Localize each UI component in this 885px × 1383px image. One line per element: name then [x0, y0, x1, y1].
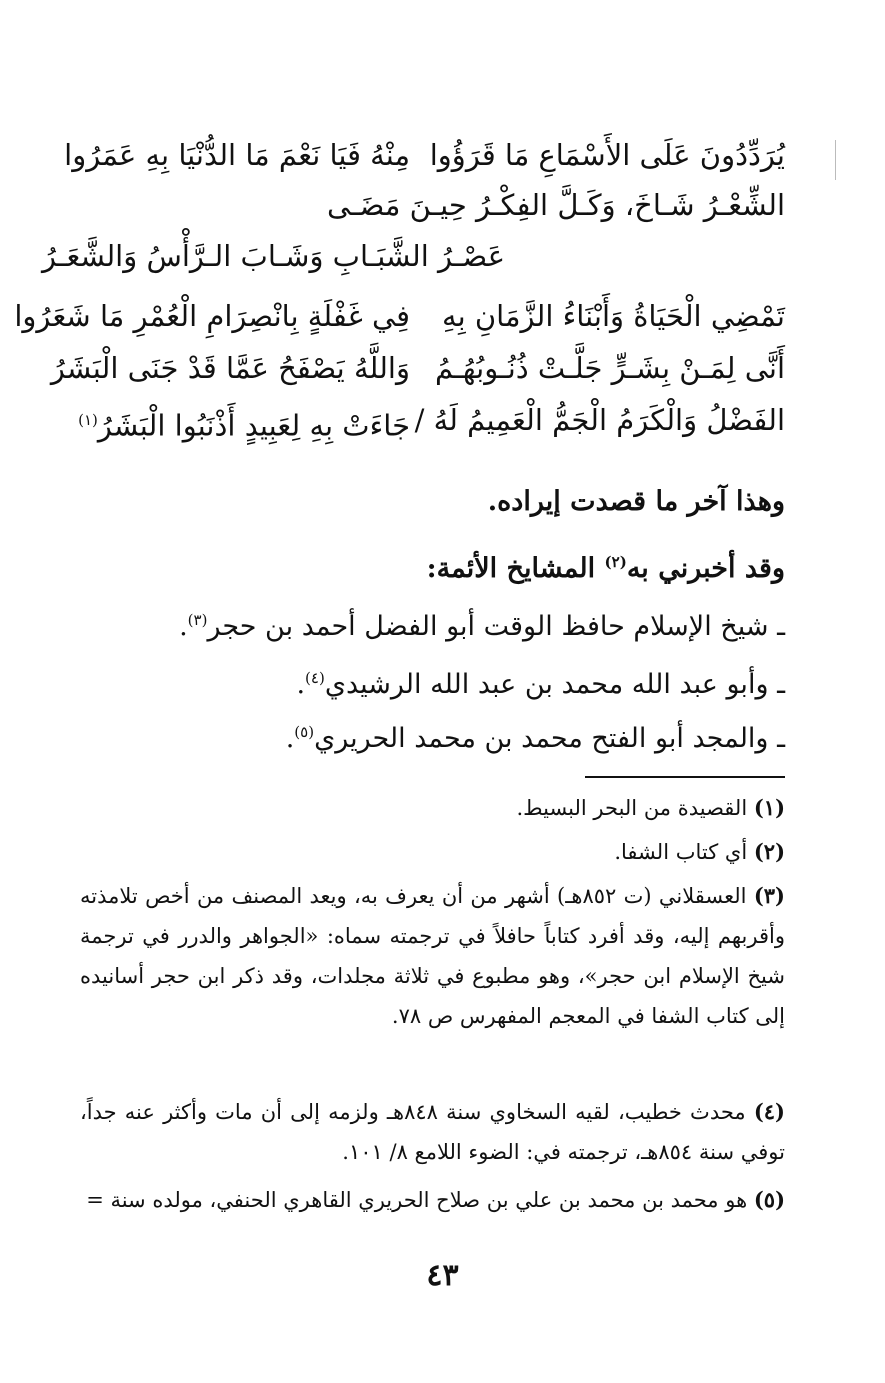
footnote-number: (٥) — [753, 1187, 785, 1212]
informed-rest: المشايخ الأئمة: — [426, 553, 596, 584]
item-end: . — [296, 669, 306, 700]
footnote-text: العسقلاني (ت ٨٥٢هـ) أشهر من أن يعرف به، ويعد المصنف من أخص تلامذته وأقربهم إليه، وقد أفرد كتاباً حافلاً في ترجمته سماه: «الجواهر والدرر في ترجمة شيخ الإسلام ابن حجر»، وهو مطبوع في ثلاثة مجلدات، وقد ذكر ابن حجر أسانيده إلى كتاب الشفا في المعجم المفهرس ص ٧٨. — [80, 884, 785, 1028]
footnote-2 — [80, 832, 785, 872]
poem-line-1-right: يُرَدِّدُونَ عَلَى الأَسْمَاعِ مَا قَرَؤُوا — [429, 138, 785, 172]
footnote-ref-3[interactable]: (٣) — [187, 611, 208, 629]
informed-text: وقد أخبرني به — [626, 553, 785, 584]
poem-line-3: عَصْـرُ الشَّبَـابِ وَشَـابَ الـرَّأْسُ وَالشَّعَـرُ — [41, 239, 505, 273]
margin-mark — [835, 140, 840, 180]
list-item — [179, 600, 785, 647]
item-dash: ـ — [777, 669, 785, 700]
page-number: ٤٣ — [426, 1258, 459, 1293]
footnote-number: (٣) — [753, 883, 785, 908]
item-end: . — [179, 611, 188, 642]
poem-line-2: الشِّعْـرُ شَـاخَ، وَكَـلَّ الفِكْـرُ حِيـنَ مَضَـى — [327, 188, 785, 222]
poem-line-6-right: الفَضْلُ وَالْكَرَمُ الْجَمُّ الْعَمِيمُ لَهُ / — [414, 403, 785, 437]
footnote-text: القصيدة من البحر البسيط. — [516, 796, 748, 820]
footnote-separator — [585, 776, 785, 778]
list-item — [296, 658, 785, 705]
item-end: . — [285, 723, 295, 754]
informed-sentence — [427, 542, 785, 589]
footnote-number: (٤) — [753, 1099, 785, 1124]
poem-line-6-left — [80, 400, 410, 446]
footnote-ref-2[interactable]: (٢) — [604, 553, 627, 571]
footnote-text: محدث خطيب، لقيه السخاوي سنة ٨٤٨هـ ولزمه إلى أن مات وأكثر عنه جداً، توفي سنة ٨٥٤هـ، ترجمته في: الضوء اللامع ٨/ ١٠١. — [80, 1100, 785, 1164]
poem-line-5-right: أَنَّى لِمَـنْ بِشَـرٍّ جَلَّـتْ ذُنُـوبُهُـمُ — [435, 351, 785, 385]
footnote-5 — [80, 1180, 785, 1220]
closing-sentence: وهذا آخر ما قصدت إيراده. — [487, 486, 785, 517]
list-item — [286, 712, 785, 759]
poem-line-5-left: وَاللَّهُ يَصْفَحُ عَمَّا قَدْ جَنَى الْبَشَرُ — [50, 351, 410, 385]
footnote-ref-4[interactable]: (٤) — [305, 669, 325, 687]
poem-line-1-left: مِنْهُ فَيَا نَعْمَ مَا الدُّنْيَا بِهِ عَمَرُوا — [64, 138, 410, 172]
poem-line-6-left-text: جَاءَتْ بِهِ لِعَبِيدٍ أَذْنَبُوا الْبَشَرُ — [97, 408, 410, 443]
poem-line-4-left: فِي غَفْلَةٍ بِانْصِرَامِ الْعُمْرِ مَا شَعَرُوا — [14, 299, 410, 333]
item-dash: ـ — [777, 723, 785, 754]
footnote-3 — [80, 876, 785, 1036]
footnote-number: (١) — [753, 795, 785, 820]
poem-line-4-right: تَمْضِي الْحَيَاةُ وَأَبْنَاءُ الزَّمَانِ بِهِ — [442, 299, 785, 333]
item-text: والمجد أبو الفتح محمد بن محمد الحريري — [314, 723, 769, 754]
footnote-text: أي كتاب الشفا. — [614, 840, 748, 864]
item-dash: ـ — [777, 611, 785, 642]
footnote-4 — [80, 1092, 785, 1172]
item-text: شيخ الإسلام حافظ الوقت أبو الفضل أحمد بن حجر — [207, 611, 769, 642]
footnote-1 — [80, 788, 785, 828]
footnote-text: هو محمد بن محمد بن علي بن صلاح الحريري القاهري الحنفي، مولده سنة = — [86, 1188, 748, 1212]
footnote-ref-5[interactable]: (٥) — [294, 723, 315, 741]
footnote-number: (٢) — [753, 839, 785, 864]
footnote-ref-1[interactable]: (١) — [78, 411, 98, 429]
item-text: وأبو عبد الله محمد بن عبد الله الرشيدي — [324, 669, 769, 700]
